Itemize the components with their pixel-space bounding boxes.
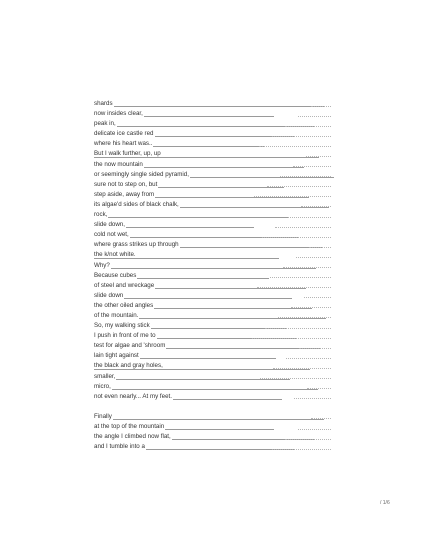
- poem-line-text: peak in,: [94, 120, 116, 128]
- dotted-leader: [311, 106, 331, 107]
- dotted-leader: [293, 166, 331, 167]
- dotted-leader: [254, 196, 331, 197]
- poem-line: [94, 321, 334, 331]
- poem-line: [94, 200, 334, 210]
- poem-line-text: and I tumble into a: [94, 443, 145, 451]
- poem-line: [94, 230, 334, 240]
- underline-rule: [94, 389, 318, 390]
- poem-line-text: So, my walking stick: [94, 322, 150, 330]
- dotted-leader: [262, 237, 331, 238]
- poem-line-text: its algae'd sides of black chalk,: [94, 200, 179, 208]
- dotted-leader: [272, 136, 331, 137]
- poem-line-text: Because cubes: [94, 271, 137, 279]
- poem-line-text: where grass strikes up through: [94, 241, 179, 249]
- dotted-leader: [301, 206, 331, 207]
- dotted-leader: [283, 267, 331, 268]
- poem-line-text: the now mountain: [94, 160, 143, 168]
- dotted-leader: [291, 307, 331, 308]
- dotted-leader: [307, 388, 331, 389]
- dotted-leader: [270, 277, 331, 278]
- dotted-leader: [278, 317, 331, 318]
- poem-line-text: slide down,: [94, 221, 125, 229]
- poem-line: [94, 160, 334, 170]
- poem-line: [94, 99, 334, 109]
- poem-line: [94, 432, 334, 442]
- poem-line-text: slide down: [94, 291, 124, 299]
- poem-line-text: delicate ice castle red: [94, 130, 154, 138]
- dotted-leader: [298, 116, 331, 117]
- stanza-2: [94, 412, 334, 452]
- dotted-leader: [285, 439, 331, 440]
- dotted-leader: [265, 328, 331, 329]
- underline-rule: [94, 126, 314, 127]
- poem-line-text: of steel and wreckage: [94, 281, 155, 289]
- poem-line: [94, 180, 334, 190]
- dotted-leader: [267, 186, 331, 187]
- poem-line-text: step aside, away from: [94, 190, 155, 198]
- poem-body: [94, 99, 334, 452]
- dotted-leader: [275, 227, 331, 228]
- poem-line-text: test for algae and 'shroom: [94, 342, 166, 350]
- poem-line: [94, 240, 334, 250]
- poem-line: [94, 271, 334, 281]
- poem-line: [94, 442, 334, 452]
- poem-line-text: rock,: [94, 211, 108, 219]
- poem-line-text: sure not to step on, but: [94, 180, 158, 188]
- poem-line: [94, 311, 334, 321]
- poem-line-text: But I walk further, up, up: [94, 150, 161, 158]
- poem-line: [94, 412, 334, 422]
- poem-line: [94, 170, 334, 180]
- underline-rule: [94, 419, 324, 420]
- poem-line-text: or seemingly single sided pyramid,: [94, 170, 189, 178]
- dotted-leader: [272, 449, 331, 450]
- dotted-leader: [285, 126, 331, 127]
- poem-line-text: shards: [94, 100, 113, 107]
- poem-line: [94, 281, 334, 291]
- dotted-leader: [280, 176, 331, 177]
- dotted-leader: [259, 146, 331, 147]
- poem-line-text: the other oiled angles: [94, 301, 154, 309]
- page-number: / 1/6: [380, 500, 390, 506]
- poem-line-text: I push in front of me to: [94, 332, 156, 340]
- poem-line: [94, 372, 334, 382]
- dotted-leader: [309, 247, 331, 248]
- poem-line-text: where his heart was..: [94, 140, 153, 148]
- poem-line: [94, 149, 334, 159]
- poem-line-text: the k/not white.: [94, 251, 136, 259]
- underline-rule: [94, 106, 324, 107]
- poem-line-text: smaller,: [94, 372, 116, 380]
- poem-line: [94, 341, 334, 351]
- dotted-leader: [298, 429, 331, 430]
- dotted-leader: [288, 217, 331, 218]
- underline-rule: [94, 217, 289, 218]
- dotted-leader: [257, 287, 331, 288]
- poem-line: [94, 392, 334, 402]
- stanza-1: [94, 99, 334, 402]
- dotted-leader: [294, 398, 331, 399]
- poem-line-text: cold not wet,: [94, 231, 129, 239]
- stanza-gap: [94, 402, 334, 412]
- poem-line: [94, 210, 334, 220]
- dotted-leader: [299, 348, 331, 349]
- poem-line-text: Why?: [94, 261, 110, 269]
- poem-line: [94, 119, 334, 129]
- poem-line-text: of the mountain.: [94, 311, 139, 319]
- poem-line-text: micro,: [94, 382, 111, 390]
- poem-line: [94, 291, 334, 301]
- poem-line-text: the black and gray holes,: [94, 362, 163, 370]
- poem-line-text: lain tight against: [94, 352, 139, 360]
- poem-line-text: Finally: [94, 412, 112, 420]
- poem-line: [94, 190, 334, 200]
- dotted-leader: [296, 257, 331, 258]
- poem-line: [94, 129, 334, 139]
- poem-line-text: now insides clear,: [94, 110, 143, 118]
- poem-line: [94, 382, 334, 392]
- dotted-leader: [260, 378, 331, 379]
- dotted-leader: [252, 338, 331, 339]
- poem-line-text: at the top of the mountain: [94, 423, 165, 430]
- poem-line: [94, 331, 334, 341]
- dotted-leader: [311, 418, 331, 419]
- dotted-leader: [286, 358, 331, 359]
- poem-line: [94, 250, 334, 260]
- poem-line: [94, 351, 334, 361]
- poem-line: [94, 220, 334, 230]
- poem-line-text: not even nearly... At my feet.: [94, 392, 172, 400]
- dotted-leader: [273, 368, 331, 369]
- poem-line: [94, 109, 334, 119]
- poem-line: [94, 139, 334, 149]
- poem-line-text: the angle I climbed now flat,: [94, 433, 171, 441]
- dotted-leader: [304, 297, 331, 298]
- poem-line: [94, 261, 334, 271]
- dotted-leader: [306, 156, 331, 157]
- poem-line: [94, 301, 334, 311]
- poem-line: [94, 361, 334, 371]
- poem-line: [94, 422, 334, 432]
